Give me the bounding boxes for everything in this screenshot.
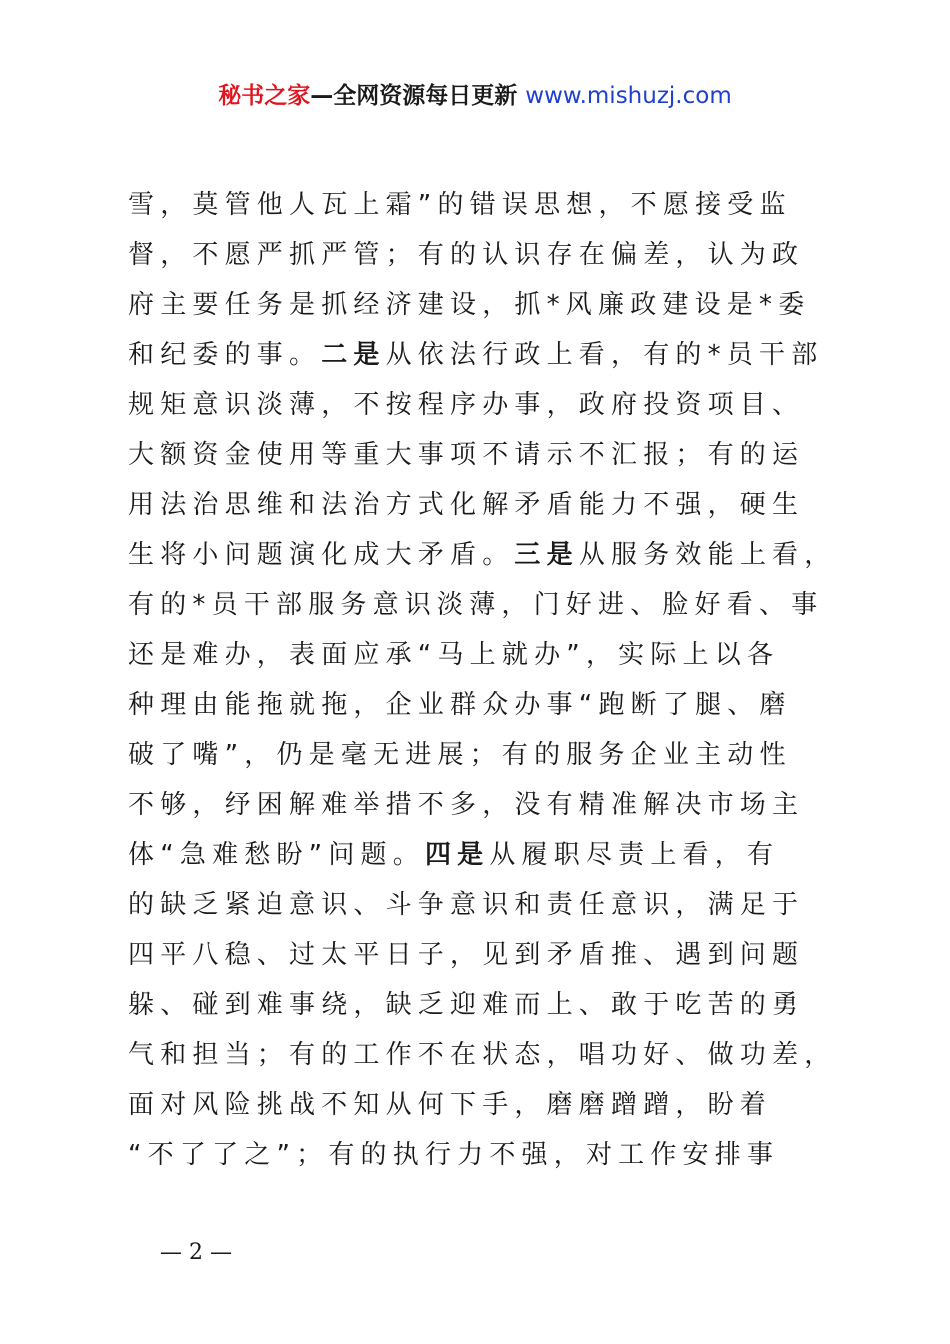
text-line: 种理由能拖就拖，企业群众办事“跑断了腿、磨 <box>128 690 792 720</box>
text-line <box>128 830 868 880</box>
text-line: 躲、碰到难事绕，缺乏迎难而上、敢于吃苦的勇 <box>128 990 805 1020</box>
text-segment: 从依法行政上看，有的*员干部 <box>385 340 824 370</box>
text-line: 四平八稳、过太平日子，见到矛盾推、遇到问题 <box>128 940 805 970</box>
text-segment: 体“急难愁盼”问题。 <box>128 840 425 870</box>
text-line: 还是难办，表面应承“马上就办”，实际上以各 <box>128 640 780 670</box>
emphasis-label: 二是 <box>321 340 386 370</box>
site-header <box>0 80 950 112</box>
page-number: — 2 — <box>160 1240 232 1265</box>
site-url: www.mishuzj.com <box>525 83 732 109</box>
text-line: 的缺乏紧迫意识、斗争意识和责任意识，满足于 <box>128 890 805 920</box>
text-line: 面对风险挑战不知从何下手，磨磨蹭蹭，盼着 <box>128 1090 773 1120</box>
text-segment: 从服务效能上看， <box>578 540 837 570</box>
text-line: 用法治思维和法治方式化解矛盾能力不强，硬生 <box>128 490 805 520</box>
text-line: 有的*员干部服务意识淡薄，门好进、脸好看、事 <box>128 590 824 620</box>
text-segment: 生将小问题演化成大矛盾。 <box>128 540 515 570</box>
site-tagline: —全网资源每日更新 <box>310 83 518 109</box>
text-segment: 和纪委的事。 <box>128 340 322 370</box>
text-line: 破了嘴”，仍是毫无进展；有的服务企业主动性 <box>128 740 792 770</box>
site-brand: 秘书之家 <box>218 83 311 109</box>
emphasis-label: 三是 <box>514 540 579 570</box>
text-line: 督，不愿严抓严管；有的认识存在偏差，认为政 <box>128 240 805 270</box>
text-line: 气和担当；有的工作不在状态，唱功好、做功差， <box>128 1040 837 1070</box>
text-line: 大额资金使用等重大事项不请示不汇报；有的运 <box>128 440 805 470</box>
text-line: 雪，莫管他人瓦上霜”的错误思想，不愿接受监 <box>128 190 792 220</box>
text-line: 不够，纾困解难举措不多，没有精准解决市场主 <box>128 790 805 820</box>
text-line <box>128 530 868 580</box>
document-body <box>128 180 868 1180</box>
text-line <box>128 330 868 380</box>
text-line: 规矩意识淡薄，不按程序办事，政府投资项目、 <box>128 390 805 420</box>
emphasis-label: 四是 <box>424 840 490 870</box>
text-segment: 从履职尽责上看，有 <box>489 840 780 870</box>
text-line: “不了了之”；有的执行力不强，对工作安排事 <box>128 1140 780 1170</box>
text-line: 府主要任务是抓经济建设，抓*风廉政建设是*委 <box>128 290 811 320</box>
